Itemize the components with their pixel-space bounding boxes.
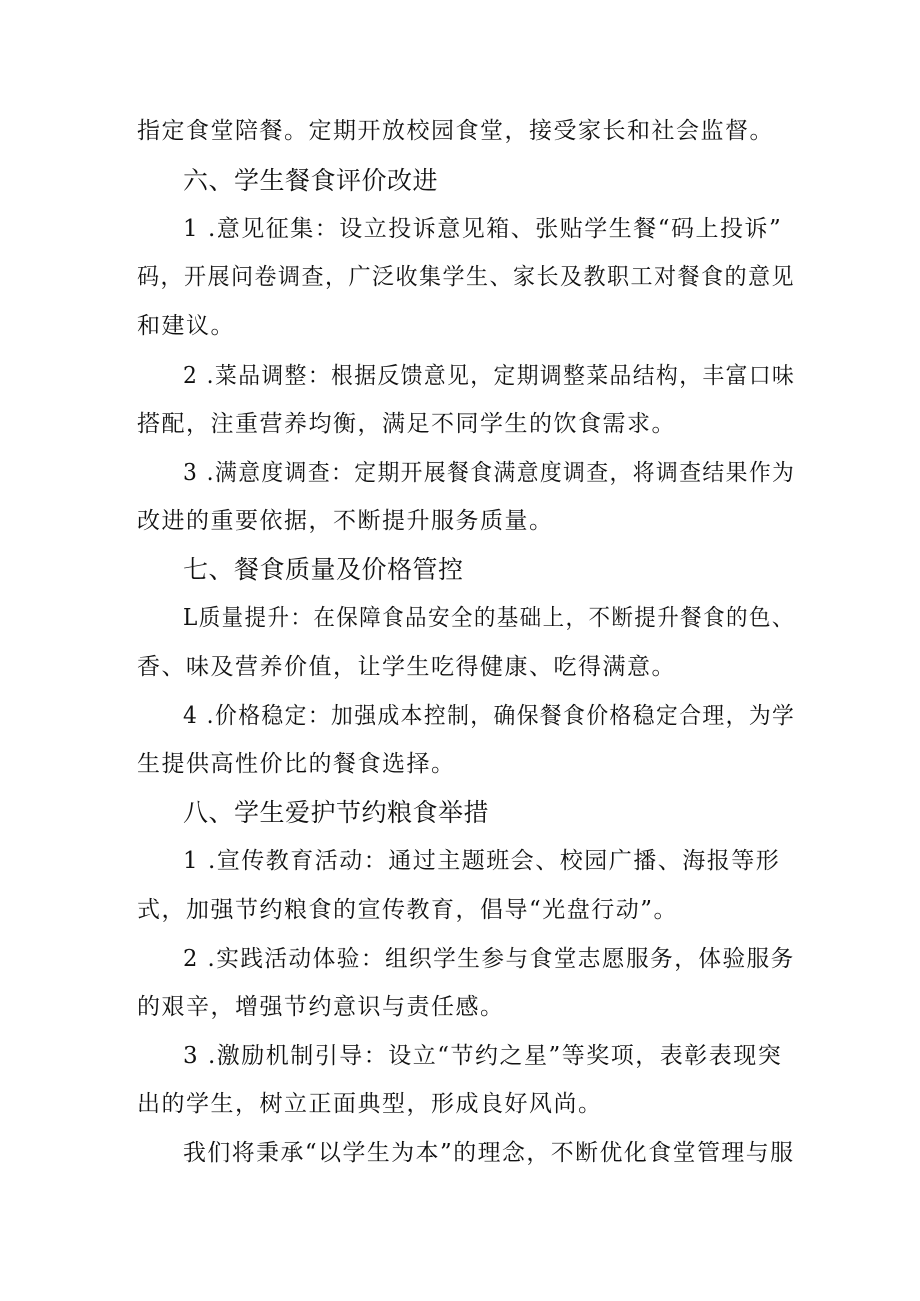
- list-item-line: 2 .菜品调整：根据反馈意见，定期调整菜品结构，丰富口味: [183, 363, 796, 389]
- list-item-line: 3 .满意度调查：定期开展餐食满意度调查，将调查结果作为: [183, 460, 796, 486]
- body-line: 我们将秉承“以学生为本”的理念，不断优化食堂管理与服: [183, 1140, 795, 1166]
- list-item-line: 1 .宣传教育活动：通过主题班会、校园广播、海报等形: [183, 848, 781, 874]
- body-line: 式，加强节约粮食的宣传教育，倡导“光盘行动”。: [137, 897, 679, 923]
- list-item-line: 2 .实践活动体验：组织学生参与食堂志愿服务，体验服务: [183, 946, 795, 972]
- list-item-line: 4 .价格稳定：加强成本控制，确保餐食价格稳定合理，为学: [183, 703, 796, 729]
- list-item-line: 1 .意见征集：设立投诉意见箱、张贴学生餐“码上投诉”: [183, 216, 783, 242]
- list-item-line: 3 .激励机制引导：设立“节约之星”等奖项，表彰表现突: [183, 1043, 783, 1069]
- body-line: 和建议。: [137, 313, 235, 339]
- section-heading: 六、学生餐食评价改进: [183, 166, 439, 195]
- list-item-line: L质量提升：在保障食品安全的基础上，不断提升餐食的色、: [183, 605, 795, 631]
- section-heading: 七、餐食质量及价格管控: [183, 555, 464, 584]
- body-line: 指定食堂陪餐。定期开放校园食堂，接受家长和社会监督。: [137, 118, 774, 144]
- section-heading: 八、学生爱护节约粮食举措: [183, 798, 490, 827]
- body-line: 的艰辛，增强节约意识与责任感。: [137, 994, 505, 1020]
- body-line: 出的学生，树立正面典型，形成良好风尚。: [137, 1091, 603, 1117]
- body-line: 码，开展问卷调查，广泛收集学生、家长及教职工对餐食的意见: [137, 264, 795, 290]
- body-line: 搭配，注重营养均衡，满足不同学生的饮食需求。: [137, 411, 676, 437]
- body-line: 香、味及营养价值，让学生吃得健康、吃得满意。: [137, 654, 676, 680]
- body-line: 生提供高性价比的餐食选择。: [137, 751, 456, 777]
- body-line: 改进的重要依据，不断提升服务质量。: [137, 508, 554, 534]
